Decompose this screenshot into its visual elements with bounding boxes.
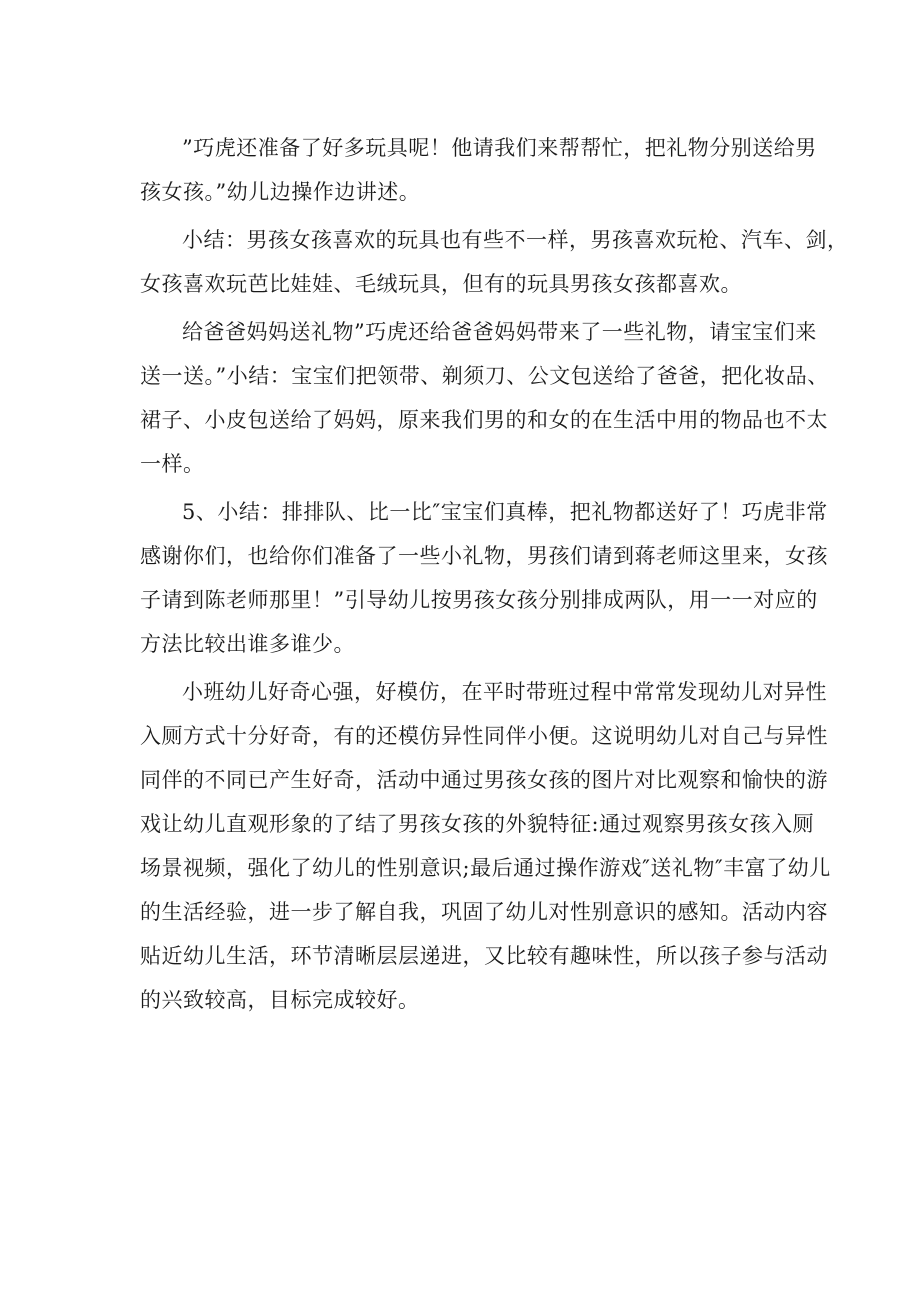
text-line: 同伴的不同已产生好奇，活动中通过男孩女孩的图片对比观察和愉快的游 (140, 768, 828, 792)
text-line: 裙子、小皮包送给了妈妈，原来我们男的和女的在生活中用的物品也不太 (140, 408, 828, 432)
text-line: ”巧虎还准备了好多玩具呢！他请我们来帮帮忙，把礼物分别送给男 (182, 136, 817, 160)
paragraph-gift-parents (140, 310, 829, 486)
paragraph-reflection (140, 670, 831, 1022)
text-line: 方法比较出谁多谁少。 (140, 632, 355, 656)
text-line: 女孩喜欢玩芭比娃娃、毛绒玩具，但有的玩具男孩女孩都喜欢。 (140, 272, 742, 296)
text-line: 送一送。”小结：宝宝们把领带、剃须刀、公文包送给了爸爸，把化妆品、 (140, 364, 829, 388)
text-line: 5、小结：排排队、比一比″宝宝们真棒，把礼物都送好了！巧虎非常 (182, 500, 828, 524)
paragraph-gift-toys (140, 126, 817, 214)
text-line: 感谢你们，也给你们准备了一些小礼物，男孩们请到蒋老师这里来，女孩 (140, 544, 828, 568)
text-line: 孩女孩。”幼儿边操作边讲述。 (140, 180, 421, 204)
text-line: 的兴致较高，目标完成较好。 (140, 988, 420, 1012)
text-line: 小结：男孩女孩喜欢的玩具也有些不一样，男孩喜欢玩枪、汽车、剑， (182, 228, 849, 252)
text-line: 给爸爸妈妈送礼物”巧虎还给爸爸妈妈带来了一些礼物，请宝宝们来 (182, 320, 817, 344)
text-line: 一样。 (140, 452, 205, 476)
paragraph-line-up (140, 490, 828, 666)
text-line: 场景视频，强化了幼儿的性别意识;最后通过操作游戏″送礼物″丰富了幼儿 (140, 856, 831, 880)
text-line: 子请到陈老师那里！”引导幼儿按男孩女孩分别排成两队，用一一对应的 (140, 588, 818, 612)
paragraph-summary-toys (140, 218, 849, 306)
text-line: 戏让幼儿直观形象的了结了男孩女孩的外貌特征:通过观察男孩女孩入厕 (140, 812, 815, 836)
text-line: 贴近幼儿生活，环节清晰层层递进，又比较有趣味性，所以孩子参与活动 (140, 944, 828, 968)
text-line: 入厕方式十分好奇，有的还模仿异性同伴小便。这说明幼儿对自己与异性 (140, 724, 828, 748)
document-body (140, 126, 849, 1026)
text-line: 的生活经验，进一步了解自我，巩固了幼儿对性别意识的感知。活动内容 (140, 900, 828, 924)
text-line: 小班幼儿好奇心强，好模仿，在平时带班过程中常常发现幼儿对异性 (182, 680, 827, 704)
